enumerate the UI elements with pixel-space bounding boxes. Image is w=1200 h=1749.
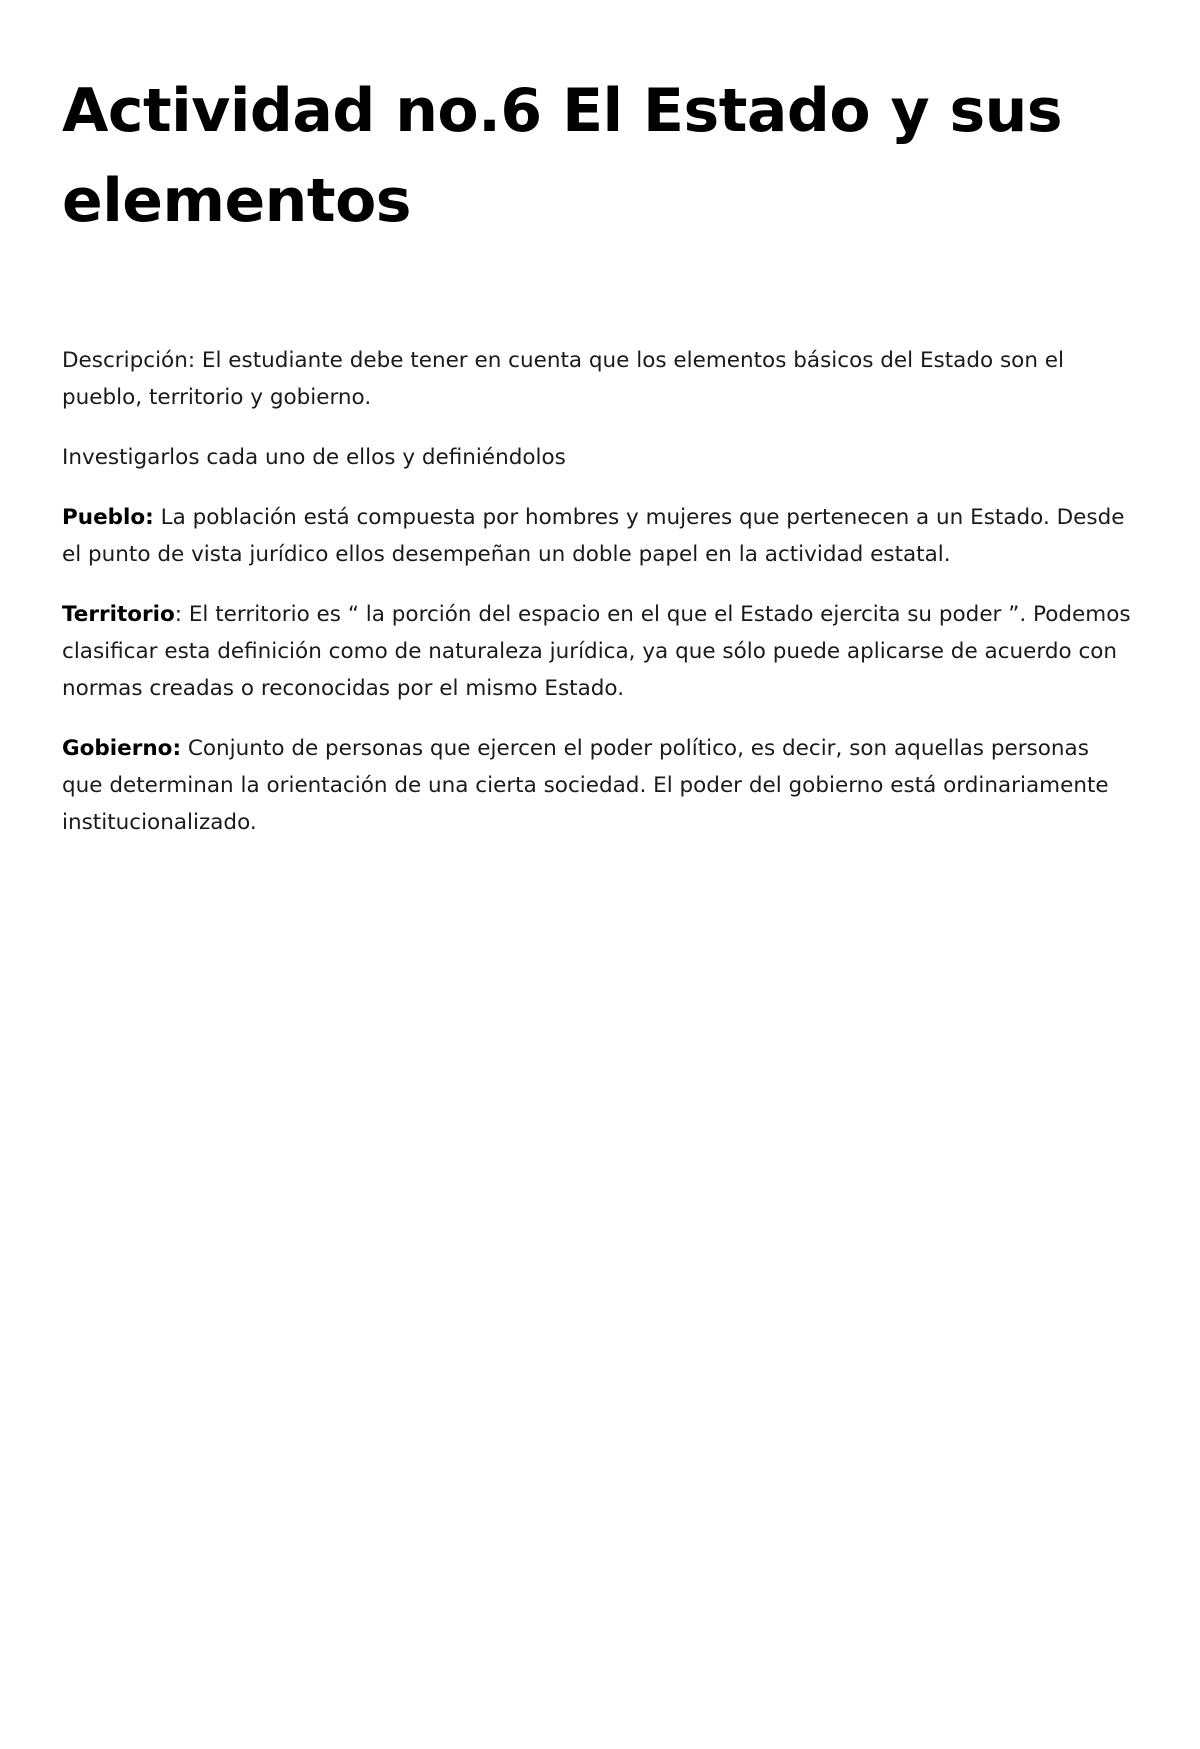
definition-text-territorio: : El territorio es “ la porción del espacio en el que el Estado ejercita su poder ”. Podemos clasificar esta definición como de naturaleza jurídica, ya que sólo puede aplicarse de acuerdo con normas creadas o reconocidas por el mismo Estado.	[62, 602, 1131, 701]
document-title: Actividad no.6 El Estado y sus elementos	[62, 76, 1063, 236]
definition-pueblo	[62, 499, 1132, 573]
document-body	[62, 342, 1132, 841]
instruction-paragraph: Investigarlos cada uno de ellos y definiéndolos	[62, 445, 566, 470]
definition-text-pueblo: La población está compuesta por hombres y mujeres que pertenecen a un Estado. Desde el punto de vista jurídico ellos desempeñan un doble papel en la actividad estatal.	[62, 505, 1125, 567]
definition-gobierno	[62, 730, 1132, 841]
description-paragraph: Descripción: El estudiante debe tener en cuenta que los elementos básicos del Estado son el pueblo, territorio y gobierno.	[62, 348, 1064, 410]
definition-territorio	[62, 596, 1132, 707]
definition-term-pueblo: Pueblo:	[62, 505, 154, 530]
definition-text-gobierno: Conjunto de personas que ejercen el poder político, es decir, son aquellas personas que determinan la orientación de una cierta sociedad. El poder del gobierno está ordinariamente institucionalizado.	[62, 736, 1109, 835]
document-content	[62, 66, 1132, 864]
definition-term-gobierno: Gobierno:	[62, 736, 182, 761]
definition-term-territorio: Territorio	[62, 602, 175, 627]
